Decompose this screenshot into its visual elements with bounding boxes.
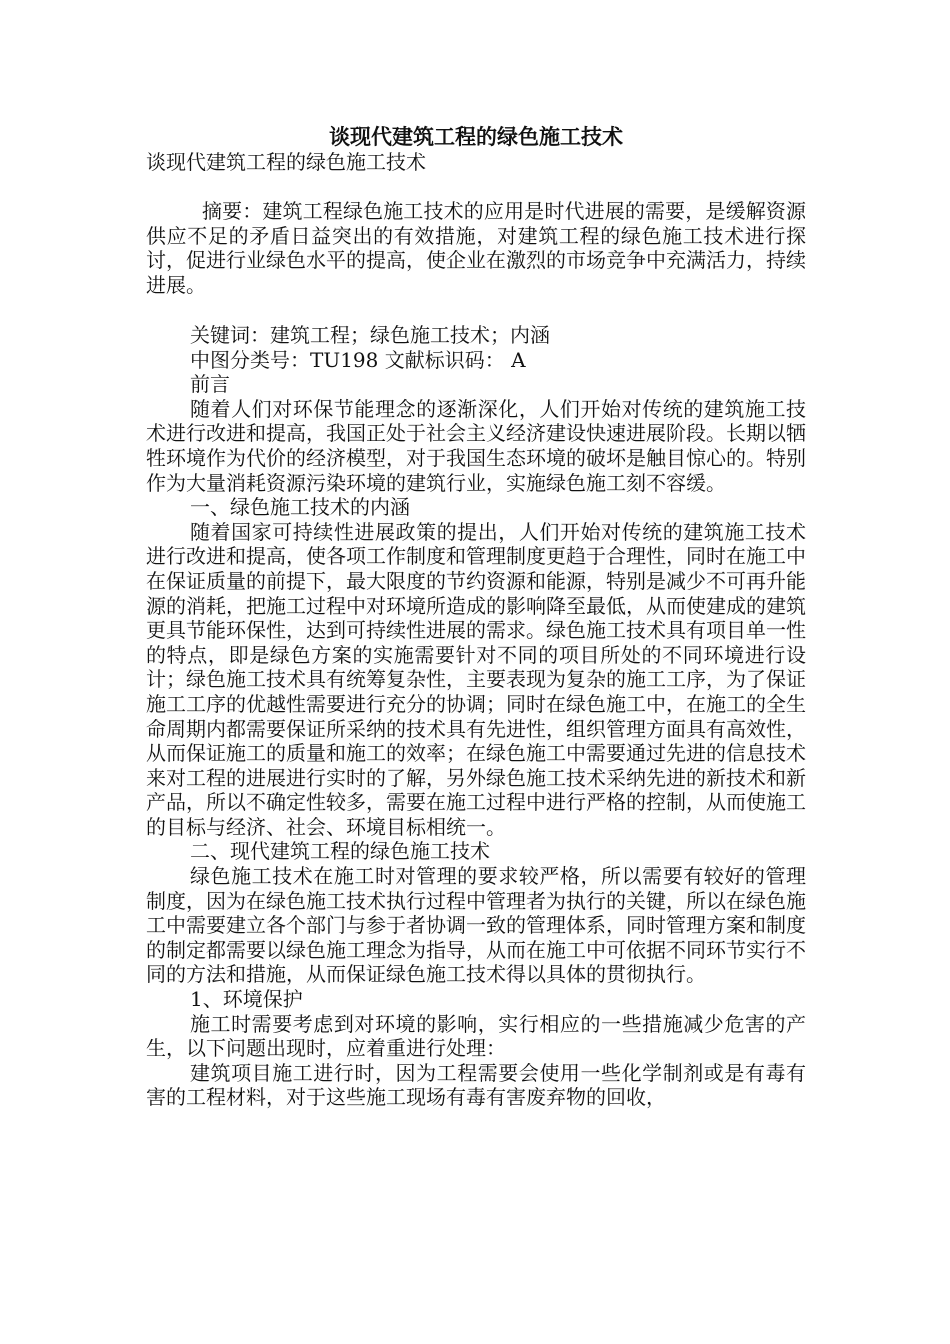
abstract-block <box>146 199 806 297</box>
subsection1-paragraph: 施工时需要考虑到对环境的影响，实行相应的一些措施减少危害的产生，以下问题出现时，应着重进行处理： <box>146 1011 806 1061</box>
subsection1-paragraph-2: 建筑项目施工进行时，因为工程需要会使用一些化学制剂或是有毒有害的工程材料，对于这些施工现场有毒有害废弃物的回收， <box>146 1060 806 1110</box>
section1-paragraph: 随着国家可持续性进展政策的提出，人们开始对传统的建筑施工技术进行改进和提高，使各项工作制度和管理制度更趋于合理性，同时在施工中在保证质量的前提下，最大限度的节约资源和能源，特别是减少不可再升能源的消耗，把施工过程中对环境所造成的影响降至最低，从而使建成的建筑更具节能环保性，达到可持续性进展的需求。绿色施工技术具有项目单一性的特点，即是绿色方案的实施需要针对不同的项目所处的不同环境进行设计；绿色施工技术具有统筹复杂性，主要表现为复杂的施工工序，为了保证施工工序的优越性需要进行充分的协调；同时在绿色施工中，在施工的全生命周期内都需要保证所采纳的技术具有先进性，组织管理方面具有高效性，从而保证施工的质量和施工的效率；在绿色施工中需要通过先进的信息技术来对工程的进展进行实时的了解，另外绿色施工技术采纳先进的新技术和新产品，所以不确定性较多，需要在施工过程中进行严格的控制，从而使施工的目标与经济、社会、环境目标相统一。 <box>146 519 806 839</box>
keywords-line: 关键词：建筑工程；绿色施工技术；内涵 <box>190 323 550 347</box>
document-title: 谈现代建筑工程的绿色施工技术 <box>329 124 623 149</box>
classification-line: 中图分类号：TU198 文献标识码： A <box>190 347 526 372</box>
section2-heading: 二、现代建筑工程的绿色施工技术 <box>190 839 490 864</box>
section1-heading: 一、绿色施工技术的内涵 <box>190 495 410 520</box>
document-subtitle: 谈现代建筑工程的绿色施工技术 <box>146 150 426 174</box>
section2-paragraph: 绿色施工技术在施工时对管理的要求较严格，所以需要有较好的管理制度，因为在绿色施工技术执行过程中管理者为执行的关键，所以在绿色施工中需要建立各个部门与参于者协调一致的管理体系，同时管理方案和制度的制定都需要以绿色施工理念为指导，从而在施工中可依据不同环节实行不同的方法和措施，从而保证绿色施工技术得以具体的贯彻执行。 <box>146 864 806 987</box>
subsection1-heading: 1、环境保护 <box>190 987 303 1012</box>
preface-heading: 前言 <box>190 372 230 397</box>
body-block <box>146 323 806 1110</box>
preface-paragraph: 随着人们对环保节能理念的逐渐深化，人们开始对传统的建筑施工技术进行改进和提高，我国正处于社会主义经济建设快速进展阶段。长期以牺牲环境作为代价的经济模型，对于我国生态环境的破坏是触目惊心的。特别作为大量消耗资源污染环境的建筑行业，实施绿色施工刻不容缓。 <box>146 396 806 495</box>
abstract-paragraph: 摘要：建筑工程绿色施工技术的应用是时代进展的需要，是缓解资源供应不足的矛盾日益突出的有效措施，对建筑工程的绿色施工技术进行探讨，促进行业绿色水平的提高，使企业在激烈的市场竞争中充满活力，持续进展。 <box>146 199 806 297</box>
